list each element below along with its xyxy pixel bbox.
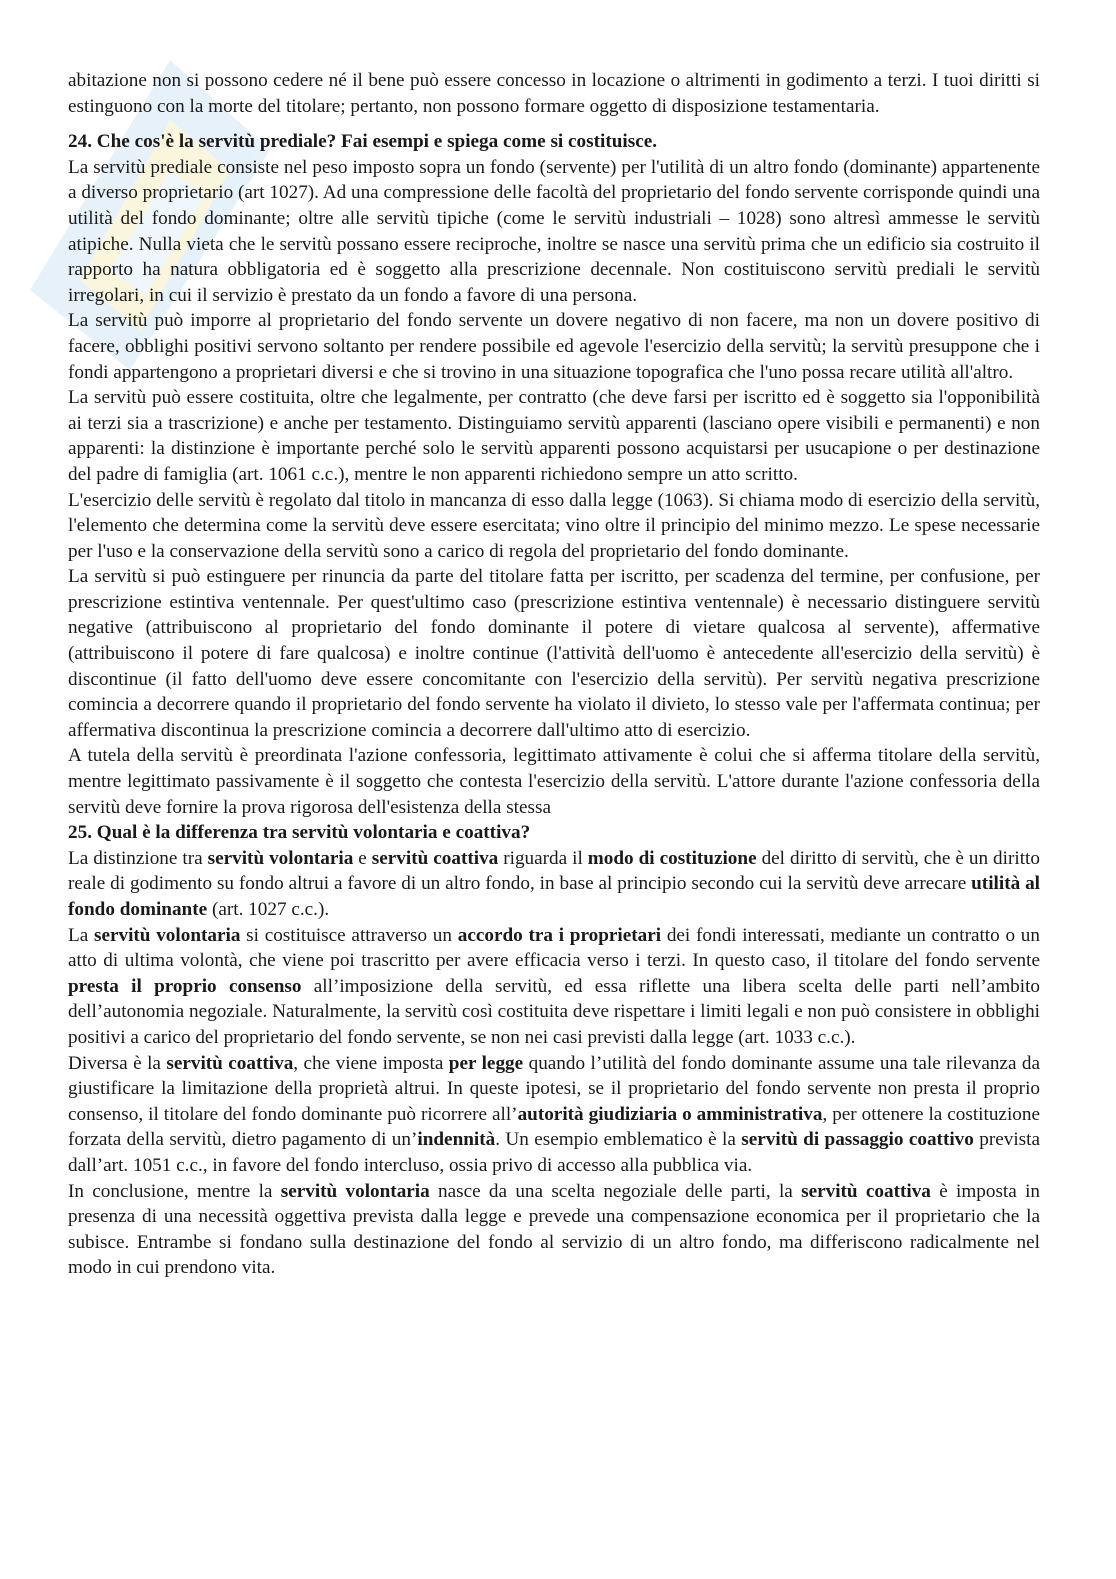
q24-paragraph: A tutela della servitù è preordinata l'azione confessoria, legittimato attivamente è colui che si afferma titolare della servitù, mentre legittimato passivamente è il soggetto che contesta l'esercizio della servitù. L'attore durante l'azione confessoria della servitù deve fornire la prova rigorosa dell'esistenza della stessa: [68, 745, 1040, 818]
q25-paragraph: La servitù volontaria si costituisce attraverso un accordo tra i proprietari dei fondi interessati, mediante un contratto o un atto di ultima volontà, che viene poi trascritto per avere efficacia verso i terzi. In questo caso, il titolare del fondo servente presta il proprio consenso all’imposizione della servitù, ed essa riflette una libera scelta delle parti nell’ambito dell’autonomia negoziale. Naturalmente, la servitù così costituita deve rispettare i limiti legali e non può consistere in obblighi positivi a carico del proprietario del fondo servente, se non nei casi previsti dalla legge (art. 1033 c.c.).: [68, 924, 1041, 1048]
q24-paragraph: La servitù si può estinguere per rinuncia da parte del titolare fatta per iscritto, per scadenza del termine, per confusione, per prescrizione estintiva ventennale. Per quest'ultimo caso (prescrizione estintiva ventennale) è necessario distinguere servitù negative (attribuiscono al proprietario del fondo dominante il potere di vietare qualcosa al servente), affermative (attribuiscono il potere di fare qualcosa) e inoltre continue (l'attività dell'uomo è antecedente all'esercizio della servitù) è discontinue (il fatto dell'uomo deve essere concomitante con l'esercizio della servitù). Per servitù negativa prescrizione comincia a decorrere quando il proprietario del fondo servente ha violato il divieto, lo stesso vale per l'affermata continua; per affermativa discontinua la prescrizione comincia a decorrere dall'ultimo atto di esercizio.: [68, 566, 1040, 741]
q25-paragraph: La distinzione tra servitù volontaria e servitù coattiva riguarda il modo di costituzione del diritto di servitù, che è un diritto reale di godimento su fondo altrui a favore di un altro fondo, in base al principio secondo cui la servitù deve arrecare utilità al fondo dominante (art. 1027 c.c.).: [68, 847, 1040, 920]
q24-paragraph: La servitù prediale consiste nel peso imposto sopra un fondo (servente) per l'utilità di un altro fondo (dominante) appartenente a diverso proprietario (art 1027). Ad una compressione delle facoltà del proprietario del fondo servente corrisponde quindi una utilità del fondo dominante; oltre alle servitù tipiche (come le servitù industriali – 1028) sono altresì ammesse le servitù atipiche. Nulla vieta che le servitù possano essere reciproche, inoltre se nasce una servitù prima che un edificio sia costruito il rapporto ha natura obbligatoria ed è soggetto alla prescrizione decennale. Non costituiscono servitù prediali le servitù irregolari, in cui il servizio è prestato da un fondo a favore di una persona.: [68, 156, 1040, 306]
q24-paragraph: La servitù può imporre al proprietario del fondo servente un dovere negativo di non facere, ma non un dovere positivo di facere, obblighi positivi servono soltanto per rendere possibile ed agevole l'esercizio della servitù; la servitù presuppone che i fondi appartengono a proprietari diversi e che si trovino in una situazione topografica che l'uno possa recare utilità all'altro.: [68, 310, 1040, 383]
q25-paragraph: In conclusione, mentre la servitù volontaria nasce da una scelta negoziale delle parti, la servitù coattiva è imposta in presenza di una necessità oggettiva prevista dalla legge e prevede una compensazione economica per il proprietario che la subisce. Entrambe si fondano sulla destinazione del fondo al servizio di un altro fondo, ma differiscono radicalmente nel modo in cui prendono vita.: [68, 1180, 1040, 1279]
document-page: [68, 68, 1040, 1281]
q24-paragraph: L'esercizio delle servitù è regolato dal titolo in mancanza di esso dalla legge (1063). Si chiama modo di esercizio della servitù, l'elemento che determina come la servitù deve essere esercitata; vino oltre il principio del minimo mezzo. Le spese necessarie per l'uso e la conservazione della servitù sono a carico di regola del proprietario del fondo dominante.: [68, 489, 1040, 562]
intro-paragraph: abitazione non si possono cedere né il bene può essere concesso in locazione o altrimenti in godimento a terzi. I tuoi diritti si estinguono con la morte del titolare; pertanto, non possono formare oggetto di disposizione testamentaria.: [68, 70, 1040, 117]
q24-paragraph: La servitù può essere costituita, oltre che legalmente, per contratto (che deve farsi per iscritto ed è soggetto sia l'opponibilità ai terzi sia a trascrizione) e anche per testamento. Distinguiamo servitù apparenti (lasciano opere visibili e permanenti) e non apparenti: la distinzione è importante perché solo le servitù apparenti possono acquistarsi per usucapione o per destinazione del padre di famiglia (art. 1061 c.c.), mentre le non apparenti richiedono sempre un atto scritto.: [68, 387, 1040, 485]
question-25-heading: 25. Qual è la differenza tra servitù volontaria e coattiva?: [68, 822, 531, 844]
question-24-heading: 24. Che cos'è la servitù prediale? Fai esempi e spiega come si costituisce.: [68, 131, 658, 153]
q25-paragraph: Diversa è la servitù coattiva, che viene imposta per legge quando l’utilità del fondo dominante assume una tale rilevanza da giustificare la limitazione della proprietà altrui. In queste ipotesi, se il proprietario del fondo servente non presta il proprio consenso, il titolare del fondo dominante può ricorrere all’autorità giudiziaria o amministrativa, per ottenere la costituzione forzata della servitù, dietro pagamento di un’indennità. Un esempio emblematico è la servitù di passaggio coattivo prevista dall’art. 1051 c.c., in favore del fondo intercluso, ossia privo di accesso alla pubblica via.: [68, 1052, 1041, 1176]
